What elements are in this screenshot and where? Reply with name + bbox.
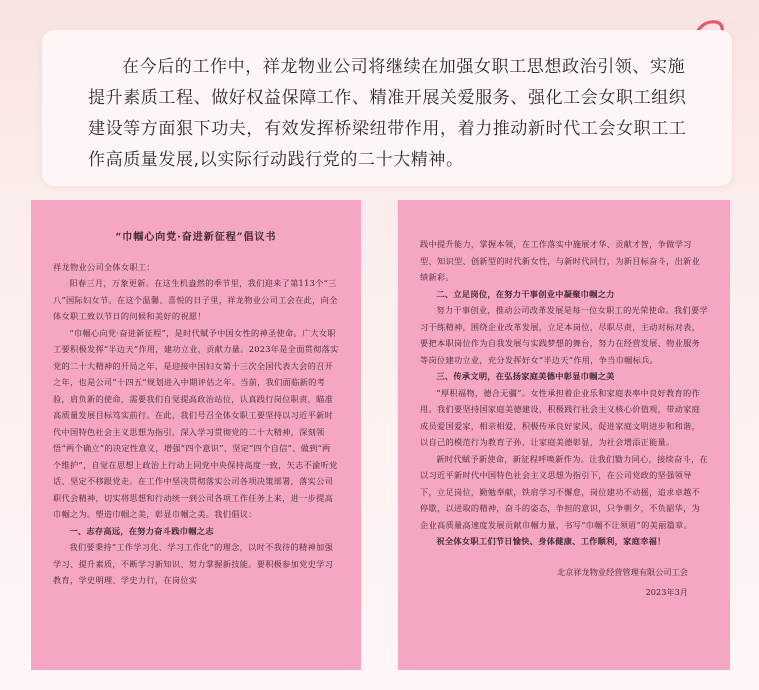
section-heading: 三、传承文明，在弘扬家庭美德中彰显巾帼之美 bbox=[436, 371, 615, 381]
signature-block bbox=[420, 562, 708, 602]
document-title: “巾帼心向党·奋进新征程”倡议书 bbox=[115, 232, 277, 243]
signature-org: 北京祥龙物业经营管理有限公司工会 bbox=[556, 566, 688, 577]
section-heading: 一、志存高远，在努力奋斗践巾帼之志 bbox=[69, 525, 214, 536]
section-heading: 二、立足岗位，在努力干事创业中凝聚巾帼之力 bbox=[436, 288, 615, 299]
proposal-page-left bbox=[31, 200, 361, 670]
closing-wish: 祝全体女职工们节日愉快、身体健康、工作顺利，家庭幸福！ bbox=[436, 536, 666, 546]
summary-card bbox=[42, 30, 732, 186]
paragraph: 新时代赋予新使命，新征程呼唤新作为。让我们勠力同心，接续奋斗，在以习近平新时代中国特色社会主义思想为指引下，在公司党政的坚强领导下，立足岗位，勤勉奉献，铁肩学习不懈怠，岗位建功不动摇，追求卓越不停歇，以进取的精神，奋斗的姿态，争担的意识，只争朝夕，不负韶华，为企业高质量高速度发展贡献巾帼力量，书写“巾帼不让须眉”的美丽篇章。 bbox=[420, 453, 708, 530]
paragraph: 阳春三月，万象更新。在这生机盎然的季节里，我们迎来了第113个“三八”国际妇女节。在这个温馨、喜悦的日子里，祥龙物业公司工会在此，向全体女职工致以节日的问候和美好的祝愿！ bbox=[53, 278, 338, 321]
paragraph: “巾帼心向党·奋进新征程”，是时代赋予中国女性的神圣使命。广大女职工要积极发挥“半边天”作用，建功立业，贡献力量。2023年是全面贯彻落实党的二十大精神的开局之年，是迎接中国妇女第十三次全国代表大会的召开之年，也是公司“十四五”规划进入中期评估之年。当前，我们面临新的考验，肩负新的使命，需要我们自觉提高政治站位，认真践行岗位职责，瞄准高质量发展目标笃实前行。在此，我们号召全体女职工要坚持以习近平新时代中国特色社会主义思想为指引，深入学习贯彻党的二十大精神，深刻领悟“两个确立”的决定性意义，增强“四个意识”、坚定“四个自信”、做到“两个维护”，自觉在思想上政治上行动上同党中央保持高度一致，矢志不渝听党话、坚定不移跟党走。在工作中坚决贯彻落实公司各项决策部署，落实公司职代会精神，切实将思想和行动统一到公司各项工作任务上来，进一步提高巾帼之为。塑造巾帼之美，彰显巾帼之美。我们倡议： bbox=[53, 327, 339, 519]
paragraph: 我们要秉持“工作学习化、学习工作化”的理念，以时不我待的精神加强学习、提升素质，不断学习新知识、努力掌握新技能。要积极参加党史学习教育，学史明理、学史力行，在岗位实 bbox=[53, 542, 334, 585]
summary-text: 在今后的工作中，祥龙物业公司将继续在加强女职工思想政治引领、实施提升素质工程、做好权益保障工作、精准开展关爱服务、强化工会女职工组织建设等方面狠下功夫，有效发挥桥梁纽带作用，着力推动新时代工会女职工工作高质量发展,以实际行动践行党的二十大精神。 bbox=[88, 57, 687, 170]
paragraph: 践中提升能力，掌握本领，在工作落实中施展才华、贡献才智，争做学习型、知识型、创新型的时代新女性，与新时代同行，为新目标奋斗，出新业绩新彩。 bbox=[420, 239, 701, 282]
paragraph: “厚积福物，德合无疆”。女性承担着企业乐和家庭表率中良好教育的作用。我们要坚持国家庭美德建设，积极践行社会主义核心价值观，带动家庭成员爱国爱家，相亲相爱，积极传承良好家风，促进家庭文明进步和和谐，以自己的模范行为教育子孙，让家庭美德彰显，为社会增添正能量。 bbox=[420, 387, 701, 447]
proposal-page-right bbox=[398, 200, 730, 670]
signature-date: 2023年3月 bbox=[645, 586, 688, 597]
paragraph: 努力干事创业，推动公司改革发展是每一位女职工的光荣使命。我们要学习干练精神，围绕企业改革发展，立足本岗位，尽职尽责，主动对标对表，要把本职岗位作为自我发展与实践梦想的舞台，努力在经营发展、物业服务等岗位建功立业，充分发挥好女“半边天”作用，争当巾帼标兵。 bbox=[420, 305, 708, 365]
salutation: 祥龙物业公司全体女职工： bbox=[53, 261, 155, 272]
